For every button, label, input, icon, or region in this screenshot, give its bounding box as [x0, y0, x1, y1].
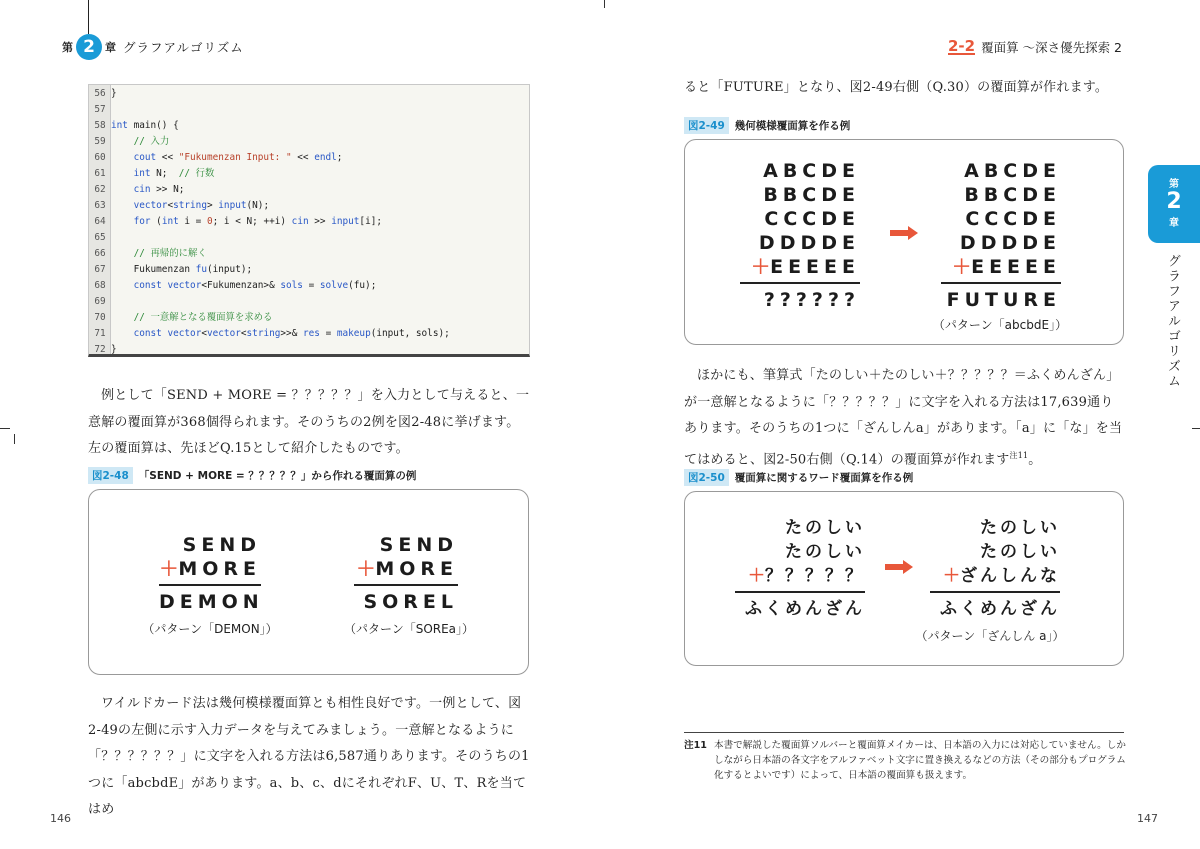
puzzle-row: たのしい: [980, 542, 1060, 562]
figure-caption: [88, 467, 416, 484]
footnote-ref[interactable]: 注11: [1009, 450, 1029, 460]
code-line: 58 int main() {: [94, 120, 179, 131]
plus-sign: ＋: [751, 256, 771, 278]
footnote-number: 注11: [684, 740, 707, 751]
puzzle-row: ＋MORE: [159, 558, 261, 580]
puzzle-row: ＋MORE: [356, 558, 458, 580]
header-right: [948, 38, 1122, 56]
puzzle-geometric-output: [941, 159, 1061, 312]
code-listing: [88, 84, 530, 357]
puzzle-row: BBCDE: [763, 184, 860, 206]
plus-sign: ＋: [356, 558, 376, 580]
figure-box: [684, 139, 1124, 345]
code-line: 56 }: [94, 88, 117, 99]
puzzle-send-more-sorel: [354, 533, 458, 614]
puzzle-geometric-input: [740, 159, 860, 312]
body-paragraph: ほかにも、筆算式「たのしい＋たのしい＋？？？？？＝ふくめんざん」が一意解となるように「？？？？？」に文字を入れる方法は17,639通りあります。そのうちの1つに「ざんしんa」があります。「a」に「な」を当てはめると、図2-50右側（Q.14）の覆面算が作れます$^{注11}$。: [684, 368, 1123, 467]
sum-rule: [930, 591, 1060, 593]
footnote: [684, 738, 1128, 783]
pattern-label: （パターン「SOREa」）: [343, 622, 475, 636]
footnote-text: 本書で解説した覆面算ソルバーと覆面算メイカーは、日本語の入力には対応していません。しかしながら日本語の各文字をアルファベット文字に置き換えるなどの方法（その部分もプログラム化するとよいです）によって、日本語の覆面算も扱えます。: [714, 740, 1126, 781]
page-number-right: 147: [1137, 812, 1158, 825]
puzzle-row: CCCDE: [764, 208, 860, 230]
code-line: 68 const vector<Fukumenzan>& sols = solve(fu);: [94, 280, 377, 291]
crop-mark: [14, 434, 15, 444]
figure-label: 図2-49: [684, 117, 729, 134]
puzzle-word-input: [735, 516, 865, 621]
puzzle-row: SEND: [182, 534, 261, 556]
puzzle-row: DDDDE: [959, 232, 1061, 254]
sum-rule: [740, 282, 860, 284]
chapter-suffix: 章: [105, 41, 116, 54]
chapter-number-badge: 2: [76, 34, 102, 60]
puzzle-result: DEMON: [159, 591, 264, 613]
sum-rule: [735, 591, 865, 593]
code-line: 69: [94, 296, 106, 307]
side-tab-number: 2: [1166, 189, 1182, 214]
body-paragraph: 例として「SEND + MORE = ？？？？？」を入力として与えると、一意解の覆面算が368個得られます。そのうちの2例を図2-48に挙げます。左の覆面算は、先ほどQ.15として紹介したものです。: [88, 388, 530, 456]
puzzle-result: FUTURE: [946, 289, 1061, 311]
plus-sign: ＋: [952, 256, 972, 278]
pattern-label: （パターン「abcbdE」）: [932, 318, 1068, 332]
puzzle-row: BBCDE: [964, 184, 1061, 206]
code-line: 59 // 入力: [94, 136, 170, 147]
chapter-side-tab: [1148, 165, 1200, 243]
figure-caption: [684, 117, 850, 134]
pattern-label: （パターン「ざんしん a」）: [915, 629, 1065, 643]
figure-box: [684, 491, 1124, 666]
body-paragraph: ワイルドカード法は幾何模様覆面算とも相性良好です。一例として、図2-49の左側に示す入力データを与えてみましょう。一意解となるように「？？？？？？」に文字を入れる方法は6,587通りあります。そのうちの1つに「abcbdE」があります。a、b、c、dにそれぞれF、U、T、Rを当てはめ: [88, 696, 530, 817]
section-number: 2-2: [947, 37, 976, 55]
figure-box: [88, 489, 529, 675]
side-chapter-title: グラフアルゴリズム: [1165, 254, 1180, 389]
crop-mark: [604, 0, 605, 8]
plus-sign: ＋: [159, 558, 179, 580]
crop-mark: [0, 428, 10, 429]
figure-label: 図2-50: [684, 469, 729, 486]
arrow-right-icon: [890, 226, 918, 240]
code-line: 71 const vector<vector<string>>& res = makeup(input, sols);: [94, 328, 450, 339]
puzzle-row: ＋EEEEE: [952, 256, 1061, 278]
plus-sign: ＋: [748, 566, 765, 586]
puzzle-result: SOREL: [363, 591, 458, 613]
puzzle-row: ＋ざんしんな: [943, 566, 1060, 586]
puzzle-row: ＋？？？？？: [748, 566, 865, 586]
sum-rule: [159, 584, 261, 586]
arrow-right-icon: [885, 560, 913, 574]
puzzle-result: ふくめんざん: [940, 599, 1060, 619]
sum-rule: [354, 584, 458, 586]
pattern-label: （パターン「DEMON」）: [142, 622, 278, 636]
code-line: 57: [94, 104, 106, 115]
figure-label: 図2-48: [88, 467, 133, 484]
code-line: 62 cin >> N;: [94, 184, 185, 195]
puzzle-row: CCCDE: [965, 208, 1061, 230]
puzzle-row: ＋EEEEE: [751, 256, 860, 278]
puzzle-row: たのしい: [785, 542, 865, 562]
puzzle-result: ふくめんざん: [745, 599, 865, 619]
figure-title: 「SEND + MORE = ？？？？？」から作れる覆面算の例: [138, 470, 417, 482]
code-line: 65: [94, 232, 106, 243]
figure-title: 覆面算に関するワード覆面算を作る例: [734, 472, 914, 484]
section-title: 覆面算 〜深さ優先探索 2: [981, 40, 1122, 55]
code-line: 66 // 再帰的に解く: [94, 248, 207, 259]
puzzle-row: SEND: [379, 534, 458, 556]
page-number-left: 146: [50, 812, 71, 825]
puzzle-send-more-demon: [159, 533, 264, 614]
side-tab-suffix: 章: [1169, 218, 1179, 229]
figure-caption: [684, 469, 913, 486]
puzzle-row: DDDDE: [758, 232, 860, 254]
puzzle-word-output: [930, 516, 1060, 621]
figure-title: 幾何模様覆面算を作る例: [734, 120, 851, 132]
code-line: 63 vector<string> input(N);: [94, 200, 270, 211]
crop-mark: [1192, 428, 1200, 429]
footnote-rule: [684, 732, 1124, 733]
side-tab-prefix: 第: [1169, 179, 1179, 190]
chapter-title: グラフアルゴリズム: [123, 40, 244, 55]
header-left: [62, 34, 244, 60]
body-paragraph: ると「FUTURE」となり、図2-49右側（Q.30）の覆面算が作れます。: [684, 80, 1109, 95]
chapter-prefix: 第: [62, 41, 73, 54]
code-line: 67 Fukumenzan fu(input);: [94, 264, 253, 275]
header-rule: [88, 0, 89, 34]
puzzle-row: ABCDE: [964, 160, 1061, 182]
puzzle-row: たのしい: [980, 518, 1060, 538]
plus-sign: ＋: [943, 566, 960, 586]
code-line: 72 }: [94, 344, 117, 355]
code-line: 64 for (int i = 0; i < N; ++i) cin >> input[i];: [94, 216, 382, 227]
code-line: 61 int N; // 行数: [94, 168, 215, 179]
puzzle-result: ??????: [763, 289, 860, 311]
code-line: 60 cout << "Fukumenzan Input: " << endl;: [94, 152, 343, 163]
sum-rule: [941, 282, 1061, 284]
puzzle-row: ABCDE: [763, 160, 860, 182]
code-line: 70 // 一意解となる覆面算を求める: [94, 312, 273, 323]
puzzle-row: たのしい: [785, 518, 865, 538]
